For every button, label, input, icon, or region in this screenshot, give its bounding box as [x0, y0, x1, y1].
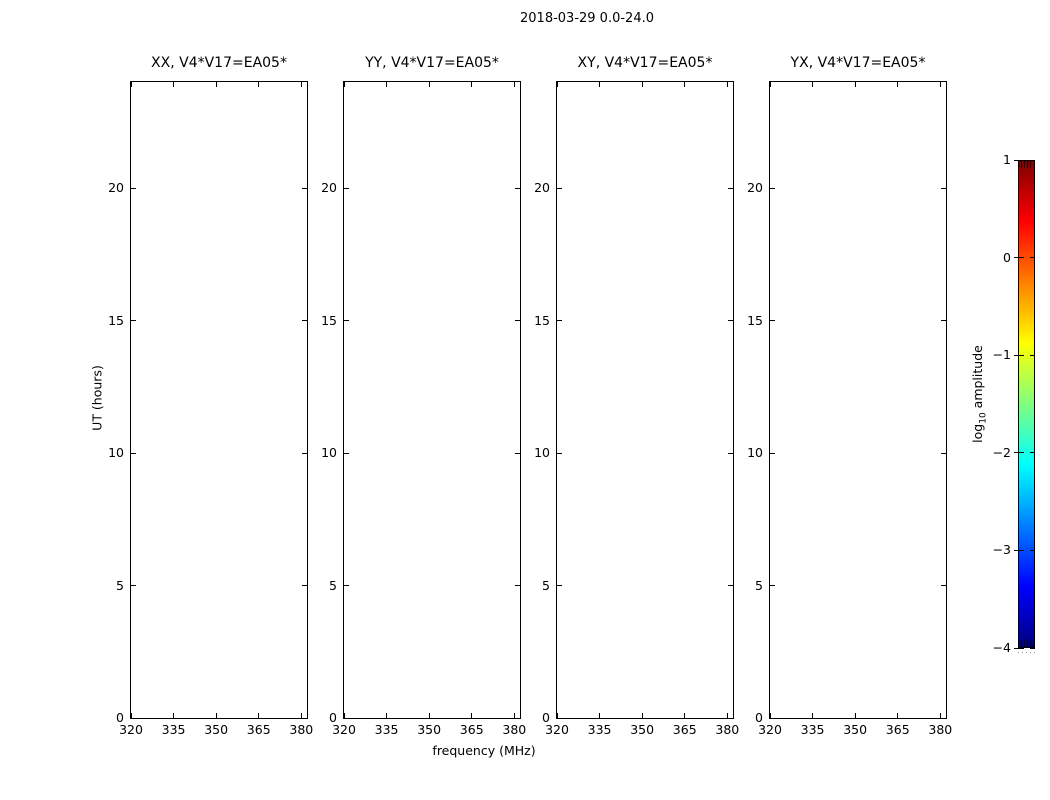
y-tick-label: 20: [747, 179, 763, 195]
tick-mark: [515, 585, 520, 586]
x-tick-label: 335: [161, 722, 186, 737]
subplot-title-yx: YX, V4*V17=EA05*: [790, 55, 926, 71]
tick-mark: [131, 718, 136, 719]
x-tick-label: 335: [800, 722, 825, 737]
tick-mark: [131, 453, 136, 454]
tick-mark: [1030, 452, 1035, 453]
y-tick-label: 20: [108, 179, 124, 195]
subplot-title-xy: XY, V4*V17=EA05*: [577, 55, 713, 71]
tick-mark: [173, 82, 174, 87]
tick-mark: [1030, 257, 1035, 258]
tick-mark: [770, 320, 775, 321]
colorbar-label-log: log: [969, 423, 985, 443]
tick-mark: [344, 188, 349, 189]
colorbar-dotted-baseline: [1018, 652, 1035, 653]
tick-mark: [557, 188, 562, 189]
x-axis-label: frequency (MHz): [432, 743, 536, 758]
y-tick-label: 0: [542, 709, 550, 725]
x-tick-label: 350: [204, 722, 229, 737]
colorbar-axis-label: [970, 345, 989, 443]
tick-mark: [941, 188, 946, 189]
subplot-title-xx: XX, V4*V17=EA05*: [151, 55, 287, 71]
tick-mark: [941, 453, 946, 454]
tick-mark: [344, 82, 345, 87]
tick-mark: [131, 585, 136, 586]
x-tick-label: 335: [374, 722, 399, 737]
plot-area-xx: [108, 81, 314, 737]
tick-mark: [728, 585, 733, 586]
x-tick-label: 380: [502, 722, 527, 737]
tick-mark: [514, 82, 515, 87]
y-tick-label: 20: [534, 179, 550, 195]
x-tick-label: 350: [843, 722, 868, 737]
y-tick-label: 10: [108, 444, 124, 460]
tick-mark: [770, 718, 775, 719]
colorbar-tick-label: −2: [992, 444, 1011, 460]
colorbar-tick-label: 0: [1003, 249, 1011, 265]
tick-mark: [599, 713, 600, 718]
tick-mark: [940, 82, 941, 87]
x-tick-label: 380: [715, 722, 740, 737]
tick-mark: [515, 188, 520, 189]
tick-mark: [1014, 160, 1024, 161]
tick-mark: [258, 82, 259, 87]
y-tick-label: 0: [329, 709, 337, 725]
tick-mark: [557, 453, 562, 454]
x-tick-label: 380: [289, 722, 314, 737]
y-tick-label: 0: [755, 709, 763, 725]
tick-mark: [812, 713, 813, 718]
tick-mark: [131, 82, 132, 87]
tick-mark: [515, 320, 520, 321]
tick-mark: [515, 718, 520, 719]
tick-mark: [642, 713, 643, 718]
tick-mark: [302, 320, 307, 321]
tick-mark: [471, 82, 472, 87]
x-tick-label: 365: [246, 722, 271, 737]
y-tick-label: 0: [116, 709, 124, 725]
y-tick-label: 5: [116, 577, 124, 593]
y-tick-label: 15: [747, 312, 763, 328]
tick-mark: [1014, 648, 1024, 649]
y-tick-label: 15: [321, 312, 337, 328]
tick-mark: [897, 713, 898, 718]
tick-mark: [941, 320, 946, 321]
tick-mark: [557, 82, 558, 87]
x-tick-label: 320: [758, 722, 782, 737]
tick-mark: [131, 188, 136, 189]
x-tick-label: 335: [587, 722, 612, 737]
tick-mark: [471, 713, 472, 718]
tick-mark: [344, 320, 349, 321]
y-tick-label: 10: [534, 444, 550, 460]
colorbar-ticks: [992, 151, 1035, 655]
x-tick-label: 320: [119, 722, 143, 737]
y-tick-label: 10: [321, 444, 337, 460]
tick-mark: [770, 188, 775, 189]
subplot-yx: [747, 55, 953, 737]
tick-mark: [1030, 160, 1035, 161]
x-tick-label: 320: [332, 722, 356, 737]
tick-mark: [941, 718, 946, 719]
subplot-yy: [321, 55, 527, 737]
y-tick-label: 5: [329, 577, 337, 593]
x-tick-label: 365: [459, 722, 484, 737]
x-tick-label: 365: [885, 722, 910, 737]
tick-mark: [728, 718, 733, 719]
y-tick-label: 5: [542, 577, 550, 593]
tick-mark: [557, 320, 562, 321]
tick-mark: [429, 713, 430, 718]
subplot-xy: [534, 55, 740, 737]
tick-mark: [728, 453, 733, 454]
x-tick-label: 350: [630, 722, 655, 737]
tick-mark: [302, 188, 307, 189]
tick-mark: [770, 453, 775, 454]
tick-mark: [1030, 355, 1035, 356]
y-tick-label: 20: [321, 179, 337, 195]
tick-mark: [386, 82, 387, 87]
tick-mark: [301, 82, 302, 87]
tick-mark: [855, 82, 856, 87]
tick-mark: [855, 713, 856, 718]
colorbar-tick-label: −3: [992, 542, 1011, 558]
tick-mark: [131, 320, 136, 321]
tick-mark: [344, 718, 349, 719]
tick-mark: [1014, 355, 1024, 356]
colorbar-label-rest: amplitude: [969, 345, 985, 413]
plot-area-yy: [321, 81, 527, 737]
y-tick-label: 10: [747, 444, 763, 460]
tick-mark: [302, 453, 307, 454]
x-tick-label: 365: [672, 722, 697, 737]
tick-mark: [557, 718, 562, 719]
tick-mark: [599, 82, 600, 87]
tick-mark: [216, 82, 217, 87]
tick-mark: [897, 82, 898, 87]
colorbar-tick-label: −4: [992, 639, 1011, 655]
tick-mark: [515, 453, 520, 454]
tick-mark: [429, 82, 430, 87]
tick-mark: [684, 82, 685, 87]
tick-mark: [173, 713, 174, 718]
colorbar-tick-label: −1: [992, 346, 1011, 362]
tick-mark: [642, 82, 643, 87]
tick-mark: [1014, 550, 1024, 551]
x-tick-label: 350: [417, 722, 442, 737]
tick-mark: [770, 82, 771, 87]
tick-mark: [812, 82, 813, 87]
tick-mark: [770, 585, 775, 586]
tick-mark: [941, 585, 946, 586]
tick-mark: [1030, 648, 1035, 649]
y-tick-label: 15: [108, 312, 124, 328]
subplot-title-yy: YY, V4*V17=EA05*: [365, 55, 499, 71]
tick-mark: [684, 713, 685, 718]
tick-mark: [302, 718, 307, 719]
y-tick-label: 15: [534, 312, 550, 328]
tick-mark: [1030, 550, 1035, 551]
subplot-xx: [108, 55, 314, 737]
tick-mark: [1014, 257, 1024, 258]
x-tick-label: 320: [545, 722, 569, 737]
colorbar-label-subscript: 10: [978, 412, 989, 424]
tick-mark: [727, 82, 728, 87]
tick-mark: [216, 713, 217, 718]
plot-area-xy: [534, 81, 740, 737]
tick-mark: [728, 320, 733, 321]
x-tick-label: 380: [928, 722, 953, 737]
plot-area-yx: [747, 81, 953, 737]
colorbar-tick-label: 1: [1003, 151, 1011, 167]
colorbar: [992, 151, 1035, 655]
tick-mark: [386, 713, 387, 718]
tick-mark: [728, 188, 733, 189]
figure-title: 2018-03-29 0.0-24.0: [520, 11, 654, 26]
tick-mark: [344, 585, 349, 586]
y-axis-label: UT (hours): [89, 365, 105, 431]
tick-mark: [258, 713, 259, 718]
tick-mark: [557, 585, 562, 586]
y-tick-label: 5: [755, 577, 763, 593]
tick-mark: [1014, 452, 1024, 453]
tick-mark: [302, 585, 307, 586]
tick-mark: [344, 453, 349, 454]
